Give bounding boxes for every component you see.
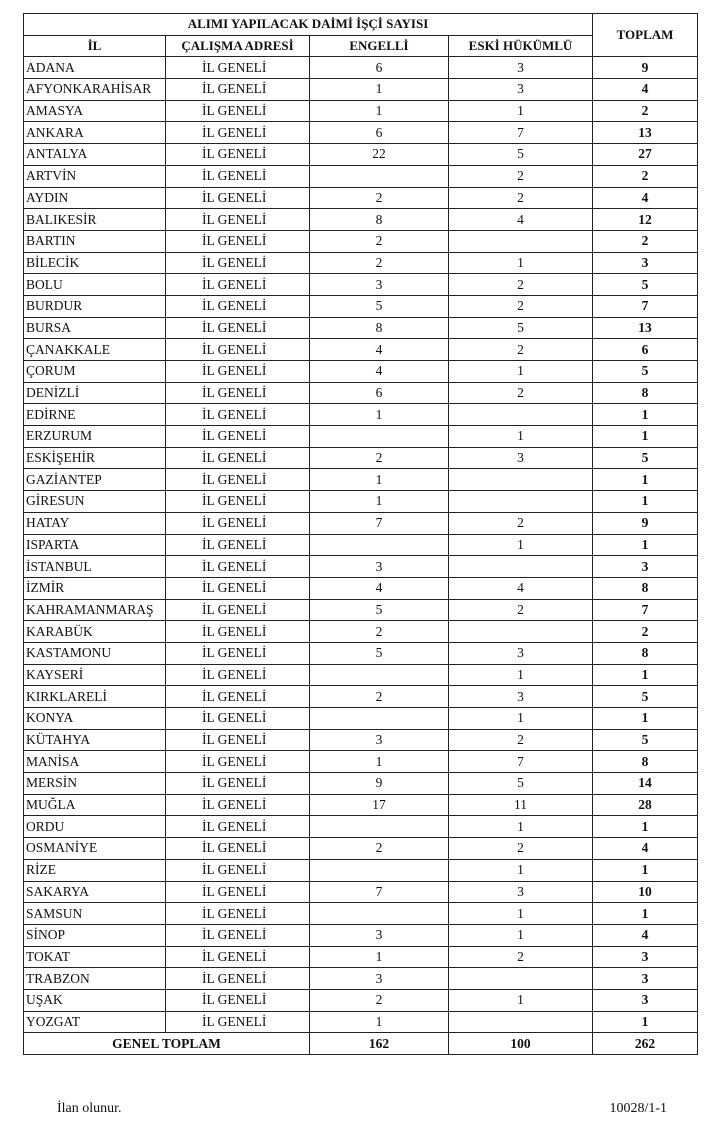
cell-il: ARTVİN xyxy=(24,165,166,187)
cell-il: ADANA xyxy=(24,57,166,79)
cell-adres: İL GENELİ xyxy=(166,838,310,860)
cell-il: ORDU xyxy=(24,816,166,838)
footer-note: İlan olunur. xyxy=(57,1101,122,1116)
cell-il: YOZGAT xyxy=(24,1011,166,1033)
cell-engelli: 2 xyxy=(310,686,449,708)
table-row xyxy=(24,1011,698,1033)
cell-eski-hukumlu: 1 xyxy=(449,989,593,1011)
cell-il: RİZE xyxy=(24,859,166,881)
cell-engelli: 3 xyxy=(310,274,449,296)
cell-toplam: 4 xyxy=(593,924,698,946)
cell-toplam: 5 xyxy=(593,447,698,469)
cell-engelli: 1 xyxy=(310,404,449,426)
cell-toplam: 2 xyxy=(593,621,698,643)
cell-eski-hukumlu: 1 xyxy=(449,100,593,122)
total-row xyxy=(24,1033,698,1055)
cell-eski-hukumlu: 4 xyxy=(449,577,593,599)
cell-il: AYDIN xyxy=(24,187,166,209)
total-eski-hukumlu: 100 xyxy=(449,1033,593,1055)
cell-il: BİLECİK xyxy=(24,252,166,274)
cell-adres: İL GENELİ xyxy=(166,924,310,946)
cell-eski-hukumlu: 2 xyxy=(449,838,593,860)
cell-engelli xyxy=(310,859,449,881)
cell-il: OSMANİYE xyxy=(24,838,166,860)
cell-eski-hukumlu: 5 xyxy=(449,773,593,795)
table-row xyxy=(24,816,698,838)
cell-toplam: 8 xyxy=(593,577,698,599)
cell-eski-hukumlu: 5 xyxy=(449,317,593,339)
cell-eski-hukumlu: 11 xyxy=(449,794,593,816)
cell-toplam: 3 xyxy=(593,252,698,274)
cell-toplam: 8 xyxy=(593,382,698,404)
cell-engelli: 6 xyxy=(310,122,449,144)
total-toplam: 262 xyxy=(593,1033,698,1055)
cell-eski-hukumlu: 1 xyxy=(449,816,593,838)
cell-engelli: 1 xyxy=(310,100,449,122)
cell-eski-hukumlu xyxy=(449,491,593,513)
cell-il: MUĞLA xyxy=(24,794,166,816)
cell-toplam: 1 xyxy=(593,903,698,925)
table-row xyxy=(24,382,698,404)
table-row xyxy=(24,426,698,448)
cell-il: ANKARA xyxy=(24,122,166,144)
cell-adres: İL GENELİ xyxy=(166,881,310,903)
cell-adres: İL GENELİ xyxy=(166,382,310,404)
cell-il: ERZURUM xyxy=(24,426,166,448)
total-engelli: 162 xyxy=(310,1033,449,1055)
table-row xyxy=(24,447,698,469)
table-row xyxy=(24,144,698,166)
cell-eski-hukumlu: 3 xyxy=(449,447,593,469)
cell-toplam: 1 xyxy=(593,859,698,881)
cell-eski-hukumlu xyxy=(449,1011,593,1033)
cell-engelli: 2 xyxy=(310,621,449,643)
cell-eski-hukumlu: 2 xyxy=(449,165,593,187)
cell-toplam: 1 xyxy=(593,426,698,448)
cell-adres: İL GENELİ xyxy=(166,751,310,773)
cell-toplam: 1 xyxy=(593,534,698,556)
cell-engelli: 4 xyxy=(310,577,449,599)
cell-adres: İL GENELİ xyxy=(166,946,310,968)
cell-engelli: 3 xyxy=(310,556,449,578)
cell-engelli: 8 xyxy=(310,317,449,339)
cell-eski-hukumlu: 1 xyxy=(449,361,593,383)
cell-adres: İL GENELİ xyxy=(166,187,310,209)
cell-toplam: 13 xyxy=(593,317,698,339)
cell-il: ESKİŞEHİR xyxy=(24,447,166,469)
cell-il: GİRESUN xyxy=(24,491,166,513)
table-row xyxy=(24,968,698,990)
cell-engelli: 3 xyxy=(310,924,449,946)
table-row xyxy=(24,708,698,730)
cell-eski-hukumlu: 1 xyxy=(449,664,593,686)
cell-engelli: 6 xyxy=(310,382,449,404)
cell-engelli: 5 xyxy=(310,599,449,621)
cell-toplam: 9 xyxy=(593,57,698,79)
cell-toplam: 1 xyxy=(593,664,698,686)
cell-eski-hukumlu: 2 xyxy=(449,729,593,751)
col-header-toplam: TOPLAM xyxy=(593,14,698,57)
cell-eski-hukumlu: 2 xyxy=(449,295,593,317)
table-row xyxy=(24,122,698,144)
table-row xyxy=(24,642,698,664)
cell-engelli: 2 xyxy=(310,187,449,209)
col-header-engelli: ENGELLİ xyxy=(310,35,449,57)
cell-adres: İL GENELİ xyxy=(166,209,310,231)
table-row xyxy=(24,339,698,361)
cell-eski-hukumlu: 2 xyxy=(449,382,593,404)
table-row xyxy=(24,534,698,556)
cell-adres: İL GENELİ xyxy=(166,859,310,881)
cell-il: TOKAT xyxy=(24,946,166,968)
cell-toplam: 10 xyxy=(593,881,698,903)
cell-adres: İL GENELİ xyxy=(166,230,310,252)
cell-engelli: 1 xyxy=(310,1011,449,1033)
cell-il: AFYONKARAHİSAR xyxy=(24,79,166,101)
cell-engelli: 5 xyxy=(310,642,449,664)
cell-eski-hukumlu: 2 xyxy=(449,274,593,296)
cell-adres: İL GENELİ xyxy=(166,664,310,686)
table-row xyxy=(24,729,698,751)
cell-eski-hukumlu: 3 xyxy=(449,686,593,708)
cell-il: MERSİN xyxy=(24,773,166,795)
cell-eski-hukumlu: 3 xyxy=(449,57,593,79)
cell-toplam: 3 xyxy=(593,968,698,990)
cell-adres: İL GENELİ xyxy=(166,79,310,101)
cell-adres: İL GENELİ xyxy=(166,599,310,621)
cell-adres: İL GENELİ xyxy=(166,968,310,990)
cell-adres: İL GENELİ xyxy=(166,1011,310,1033)
cell-engelli xyxy=(310,165,449,187)
cell-adres: İL GENELİ xyxy=(166,577,310,599)
cell-toplam: 3 xyxy=(593,556,698,578)
cell-engelli: 1 xyxy=(310,469,449,491)
cell-eski-hukumlu xyxy=(449,404,593,426)
cell-eski-hukumlu: 2 xyxy=(449,339,593,361)
cell-engelli: 8 xyxy=(310,209,449,231)
cell-toplam: 1 xyxy=(593,491,698,513)
cell-il: BURDUR xyxy=(24,295,166,317)
cell-adres: İL GENELİ xyxy=(166,729,310,751)
cell-adres: İL GENELİ xyxy=(166,903,310,925)
cell-adres: İL GENELİ xyxy=(166,252,310,274)
cell-adres: İL GENELİ xyxy=(166,794,310,816)
cell-adres: İL GENELİ xyxy=(166,773,310,795)
cell-engelli: 1 xyxy=(310,946,449,968)
cell-eski-hukumlu: 3 xyxy=(449,79,593,101)
cell-toplam: 4 xyxy=(593,79,698,101)
cell-il: İZMİR xyxy=(24,577,166,599)
cell-engelli: 1 xyxy=(310,491,449,513)
cell-toplam: 7 xyxy=(593,599,698,621)
cell-engelli: 7 xyxy=(310,512,449,534)
cell-toplam: 5 xyxy=(593,361,698,383)
header-row-group xyxy=(24,14,698,36)
cell-engelli: 22 xyxy=(310,144,449,166)
table-row xyxy=(24,577,698,599)
table-row xyxy=(24,404,698,426)
cell-toplam: 28 xyxy=(593,794,698,816)
cell-engelli: 2 xyxy=(310,447,449,469)
cell-engelli xyxy=(310,426,449,448)
cell-eski-hukumlu: 3 xyxy=(449,642,593,664)
cell-il: BOLU xyxy=(24,274,166,296)
table-row xyxy=(24,317,698,339)
table-row xyxy=(24,361,698,383)
cell-engelli xyxy=(310,903,449,925)
cell-toplam: 7 xyxy=(593,295,698,317)
cell-eski-hukumlu: 3 xyxy=(449,881,593,903)
cell-eski-hukumlu: 1 xyxy=(449,426,593,448)
group-title: ALIMI YAPILACAK DAİMİ İŞÇİ SAYISI xyxy=(24,14,593,36)
cell-toplam: 8 xyxy=(593,751,698,773)
cell-toplam: 4 xyxy=(593,838,698,860)
cell-il: GAZİANTEP xyxy=(24,469,166,491)
cell-engelli: 9 xyxy=(310,773,449,795)
cell-toplam: 3 xyxy=(593,989,698,1011)
table-row xyxy=(24,794,698,816)
cell-engelli: 2 xyxy=(310,989,449,1011)
cell-engelli: 2 xyxy=(310,230,449,252)
cell-engelli: 1 xyxy=(310,79,449,101)
table-row xyxy=(24,57,698,79)
total-label: GENEL TOPLAM xyxy=(24,1033,310,1055)
cell-eski-hukumlu: 1 xyxy=(449,252,593,274)
table-row xyxy=(24,295,698,317)
cell-engelli: 5 xyxy=(310,295,449,317)
cell-il: BALIKESİR xyxy=(24,209,166,231)
cell-adres: İL GENELİ xyxy=(166,361,310,383)
table-row xyxy=(24,989,698,1011)
cell-adres: İL GENELİ xyxy=(166,404,310,426)
cell-adres: İL GENELİ xyxy=(166,534,310,556)
cell-toplam: 1 xyxy=(593,708,698,730)
cell-engelli: 4 xyxy=(310,361,449,383)
cell-il: EDİRNE xyxy=(24,404,166,426)
cell-adres: İL GENELİ xyxy=(166,100,310,122)
cell-engelli: 17 xyxy=(310,794,449,816)
cell-il: SAKARYA xyxy=(24,881,166,903)
table-row xyxy=(24,664,698,686)
cell-eski-hukumlu: 2 xyxy=(449,599,593,621)
table-row xyxy=(24,773,698,795)
cell-engelli: 2 xyxy=(310,838,449,860)
cell-engelli xyxy=(310,708,449,730)
cell-engelli: 2 xyxy=(310,252,449,274)
cell-il: KARABÜK xyxy=(24,621,166,643)
table-row xyxy=(24,100,698,122)
table-body xyxy=(24,57,698,1033)
table-row xyxy=(24,230,698,252)
cell-eski-hukumlu: 2 xyxy=(449,512,593,534)
cell-il: KÜTAHYA xyxy=(24,729,166,751)
cell-il: ÇANAKKALE xyxy=(24,339,166,361)
cell-toplam: 9 xyxy=(593,512,698,534)
table-row xyxy=(24,686,698,708)
cell-il: MANİSA xyxy=(24,751,166,773)
table-row xyxy=(24,924,698,946)
cell-adres: İL GENELİ xyxy=(166,426,310,448)
cell-il: HATAY xyxy=(24,512,166,534)
table-row xyxy=(24,881,698,903)
col-header-adres: ÇALIŞMA ADRESİ xyxy=(166,35,310,57)
cell-engelli xyxy=(310,816,449,838)
table-row xyxy=(24,165,698,187)
table-row xyxy=(24,512,698,534)
cell-engelli: 1 xyxy=(310,751,449,773)
cell-engelli: 3 xyxy=(310,729,449,751)
cell-adres: İL GENELİ xyxy=(166,339,310,361)
table-row xyxy=(24,79,698,101)
cell-eski-hukumlu: 1 xyxy=(449,924,593,946)
cell-eski-hukumlu xyxy=(449,968,593,990)
table-row xyxy=(24,556,698,578)
table-row xyxy=(24,469,698,491)
footer-reference: 10028/1-1 xyxy=(609,1101,667,1116)
cell-adres: İL GENELİ xyxy=(166,122,310,144)
cell-eski-hukumlu: 1 xyxy=(449,859,593,881)
cell-eski-hukumlu: 4 xyxy=(449,209,593,231)
cell-il: KIRKLARELİ xyxy=(24,686,166,708)
cell-il: ANTALYA xyxy=(24,144,166,166)
cell-il: AMASYA xyxy=(24,100,166,122)
cell-toplam: 14 xyxy=(593,773,698,795)
cell-adres: İL GENELİ xyxy=(166,447,310,469)
cell-il: DENİZLİ xyxy=(24,382,166,404)
cell-toplam: 6 xyxy=(593,339,698,361)
cell-toplam: 1 xyxy=(593,816,698,838)
cell-toplam: 2 xyxy=(593,100,698,122)
cell-toplam: 13 xyxy=(593,122,698,144)
cell-adres: İL GENELİ xyxy=(166,469,310,491)
cell-adres: İL GENELİ xyxy=(166,295,310,317)
cell-toplam: 3 xyxy=(593,946,698,968)
table-row xyxy=(24,274,698,296)
table-row xyxy=(24,621,698,643)
cell-adres: İL GENELİ xyxy=(166,621,310,643)
cell-il: UŞAK xyxy=(24,989,166,1011)
cell-toplam: 12 xyxy=(593,209,698,231)
cell-engelli xyxy=(310,534,449,556)
cell-engelli xyxy=(310,664,449,686)
cell-il: BURSA xyxy=(24,317,166,339)
cell-adres: İL GENELİ xyxy=(166,274,310,296)
cell-engelli: 7 xyxy=(310,881,449,903)
cell-eski-hukumlu xyxy=(449,621,593,643)
table-row xyxy=(24,491,698,513)
cell-eski-hukumlu: 7 xyxy=(449,751,593,773)
cell-eski-hukumlu: 2 xyxy=(449,946,593,968)
col-header-eski-hukumlu: ESKİ HÜKÜMLÜ xyxy=(449,35,593,57)
cell-eski-hukumlu: 7 xyxy=(449,122,593,144)
table-row xyxy=(24,751,698,773)
col-header-il: İL xyxy=(24,35,166,57)
cell-eski-hukumlu: 1 xyxy=(449,534,593,556)
table-row xyxy=(24,252,698,274)
cell-il: BARTIN xyxy=(24,230,166,252)
cell-adres: İL GENELİ xyxy=(166,816,310,838)
cell-engelli: 3 xyxy=(310,968,449,990)
cell-il: KAHRAMANMARAŞ xyxy=(24,599,166,621)
cell-eski-hukumlu: 2 xyxy=(449,187,593,209)
cell-toplam: 2 xyxy=(593,230,698,252)
cell-adres: İL GENELİ xyxy=(166,512,310,534)
cell-il: KAYSERİ xyxy=(24,664,166,686)
cell-eski-hukumlu: 5 xyxy=(449,144,593,166)
cell-engelli: 4 xyxy=(310,339,449,361)
cell-toplam: 5 xyxy=(593,686,698,708)
cell-adres: İL GENELİ xyxy=(166,491,310,513)
cell-il: ÇORUM xyxy=(24,361,166,383)
cell-adres: İL GENELİ xyxy=(166,642,310,664)
cell-toplam: 1 xyxy=(593,469,698,491)
cell-toplam: 2 xyxy=(593,165,698,187)
cell-adres: İL GENELİ xyxy=(166,708,310,730)
cell-eski-hukumlu xyxy=(449,469,593,491)
cell-adres: İL GENELİ xyxy=(166,144,310,166)
cell-adres: İL GENELİ xyxy=(166,556,310,578)
cell-adres: İL GENELİ xyxy=(166,57,310,79)
cell-il: SAMSUN xyxy=(24,903,166,925)
cell-toplam: 5 xyxy=(593,729,698,751)
cell-eski-hukumlu: 1 xyxy=(449,708,593,730)
table-row xyxy=(24,859,698,881)
table-row xyxy=(24,187,698,209)
table-row xyxy=(24,838,698,860)
cell-toplam: 5 xyxy=(593,274,698,296)
cell-toplam: 1 xyxy=(593,404,698,426)
cell-adres: İL GENELİ xyxy=(166,165,310,187)
cell-engelli: 6 xyxy=(310,57,449,79)
cell-il: SİNOP xyxy=(24,924,166,946)
cell-adres: İL GENELİ xyxy=(166,989,310,1011)
cell-toplam: 8 xyxy=(593,642,698,664)
cell-adres: İL GENELİ xyxy=(166,317,310,339)
cell-toplam: 1 xyxy=(593,1011,698,1033)
table-row xyxy=(24,599,698,621)
cell-eski-hukumlu: 1 xyxy=(449,903,593,925)
cell-il: KASTAMONU xyxy=(24,642,166,664)
cell-toplam: 4 xyxy=(593,187,698,209)
cell-il: İSTANBUL xyxy=(24,556,166,578)
cell-il: ISPARTA xyxy=(24,534,166,556)
cell-eski-hukumlu xyxy=(449,230,593,252)
cell-il: TRABZON xyxy=(24,968,166,990)
cell-il: KONYA xyxy=(24,708,166,730)
table-row xyxy=(24,903,698,925)
cell-toplam: 27 xyxy=(593,144,698,166)
cell-adres: İL GENELİ xyxy=(166,686,310,708)
table-row xyxy=(24,946,698,968)
cell-eski-hukumlu xyxy=(449,556,593,578)
table-row xyxy=(24,209,698,231)
hiring-table xyxy=(23,13,698,1055)
